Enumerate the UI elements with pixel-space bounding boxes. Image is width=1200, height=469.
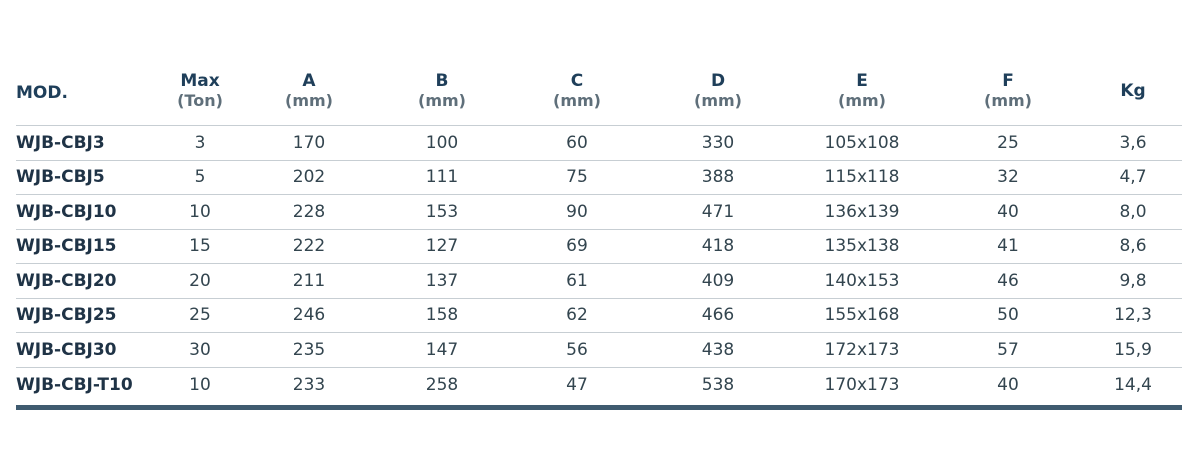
- cell-model: WJB-CBJ3: [16, 132, 105, 153]
- cell-d: 409: [701, 270, 735, 291]
- table-row: [16, 160, 1182, 195]
- table-body: [16, 126, 1182, 402]
- cell-kg: 3,6: [1119, 132, 1147, 153]
- cell-model: WJB-CBJ5: [16, 167, 105, 188]
- cell-model: WJB-CBJ20: [16, 270, 117, 291]
- header-a-label: A: [302, 71, 316, 91]
- table-row: [16, 367, 1182, 402]
- cell-b: 258: [425, 374, 459, 395]
- header-max-label: Max: [180, 71, 220, 91]
- spec-table: [16, 57, 1182, 402]
- cell-c: 69: [566, 236, 588, 257]
- header-f: [932, 57, 1084, 126]
- header-c-unit: (mm): [553, 91, 601, 110]
- cell-max: 5: [194, 167, 206, 188]
- cell-kg: 12,3: [1114, 305, 1152, 326]
- cell-d: 538: [701, 374, 735, 395]
- spec-table-container: [16, 57, 1182, 410]
- table-row: [16, 264, 1182, 299]
- cell-a: 233: [292, 374, 326, 395]
- cell-f: 57: [997, 339, 1019, 360]
- table-row: [16, 195, 1182, 230]
- cell-c: 47: [566, 374, 588, 395]
- cell-b: 147: [425, 339, 459, 360]
- cell-max: 10: [189, 374, 211, 395]
- cell-model: WJB-CBJ25: [16, 305, 117, 326]
- table-bottom-rule: [16, 405, 1182, 410]
- cell-kg: 8,6: [1119, 236, 1147, 257]
- cell-b: 137: [425, 270, 459, 291]
- cell-f: 32: [997, 167, 1019, 188]
- cell-f: 40: [997, 374, 1019, 395]
- cell-e: 135x138: [824, 236, 900, 257]
- header-a: [244, 57, 374, 126]
- cell-b: 100: [425, 132, 459, 153]
- header-c-label: C: [570, 71, 584, 91]
- cell-d: 418: [701, 236, 735, 257]
- cell-d: 330: [701, 132, 735, 153]
- cell-kg: 9,8: [1119, 270, 1147, 291]
- cell-max: 10: [189, 201, 211, 222]
- cell-e: 136x139: [824, 201, 900, 222]
- cell-a: 246: [292, 305, 326, 326]
- cell-b: 127: [425, 236, 459, 257]
- header-d: [644, 57, 792, 126]
- cell-d: 388: [701, 167, 735, 188]
- header-f-unit: (mm): [984, 91, 1032, 110]
- header-a-unit: (mm): [285, 91, 333, 110]
- cell-a: 235: [292, 339, 326, 360]
- header-d-label: D: [710, 71, 726, 91]
- cell-a: 222: [292, 236, 326, 257]
- table-header: [16, 57, 1182, 126]
- cell-a: 202: [292, 167, 326, 188]
- table-row: [16, 333, 1182, 368]
- cell-max: 25: [189, 305, 211, 326]
- cell-c: 56: [566, 339, 588, 360]
- cell-c: 62: [566, 305, 588, 326]
- cell-b: 153: [425, 201, 459, 222]
- cell-d: 466: [701, 305, 735, 326]
- cell-f: 41: [997, 236, 1019, 257]
- cell-c: 90: [566, 201, 588, 222]
- cell-kg: 15,9: [1114, 339, 1152, 360]
- table-row: [16, 298, 1182, 333]
- cell-e: 155x168: [824, 305, 900, 326]
- cell-model: WJB-CBJ10: [16, 201, 117, 222]
- cell-model: WJB-CBJ30: [16, 339, 117, 360]
- header-kg-label: Kg: [1120, 81, 1146, 101]
- header-e: [792, 57, 932, 126]
- header-e-unit: (mm): [838, 91, 886, 110]
- cell-b: 158: [425, 305, 459, 326]
- header-f-label: F: [1002, 71, 1014, 91]
- header-kg: [1084, 57, 1182, 126]
- cell-max: 15: [189, 236, 211, 257]
- cell-c: 75: [566, 167, 588, 188]
- header-d-unit: (mm): [694, 91, 742, 110]
- table-row: [16, 229, 1182, 264]
- cell-max: 3: [194, 132, 206, 153]
- header-c: [510, 57, 644, 126]
- cell-kg: 8,0: [1119, 201, 1147, 222]
- cell-e: 115x118: [824, 167, 900, 188]
- header-mod: [16, 57, 156, 126]
- cell-kg: 14,4: [1114, 374, 1152, 395]
- cell-f: 46: [997, 270, 1019, 291]
- cell-max: 20: [189, 270, 211, 291]
- header-b-label: B: [435, 71, 449, 91]
- table-row: [16, 126, 1182, 161]
- cell-c: 61: [566, 270, 588, 291]
- cell-d: 438: [701, 339, 735, 360]
- cell-kg: 4,7: [1119, 167, 1147, 188]
- header-mod-label: MOD.: [16, 83, 68, 103]
- cell-a: 211: [292, 270, 326, 291]
- cell-f: 25: [997, 132, 1019, 153]
- cell-a: 170: [292, 132, 326, 153]
- cell-c: 60: [566, 132, 588, 153]
- header-b-unit: (mm): [418, 91, 466, 110]
- cell-e: 170x173: [824, 374, 900, 395]
- cell-e: 105x108: [824, 132, 900, 153]
- cell-f: 50: [997, 305, 1019, 326]
- cell-b: 111: [425, 167, 459, 188]
- cell-a: 228: [292, 201, 326, 222]
- cell-d: 471: [701, 201, 735, 222]
- cell-e: 140x153: [824, 270, 900, 291]
- header-max: [156, 57, 244, 126]
- header-row: [16, 57, 1182, 126]
- header-e-label: E: [856, 71, 868, 91]
- cell-max: 30: [189, 339, 211, 360]
- cell-model: WJB-CBJ15: [16, 236, 117, 257]
- cell-f: 40: [997, 201, 1019, 222]
- cell-model: WJB-CBJ-T10: [16, 374, 133, 395]
- header-b: [374, 57, 510, 126]
- cell-e: 172x173: [824, 339, 900, 360]
- header-max-unit: (Ton): [177, 91, 223, 110]
